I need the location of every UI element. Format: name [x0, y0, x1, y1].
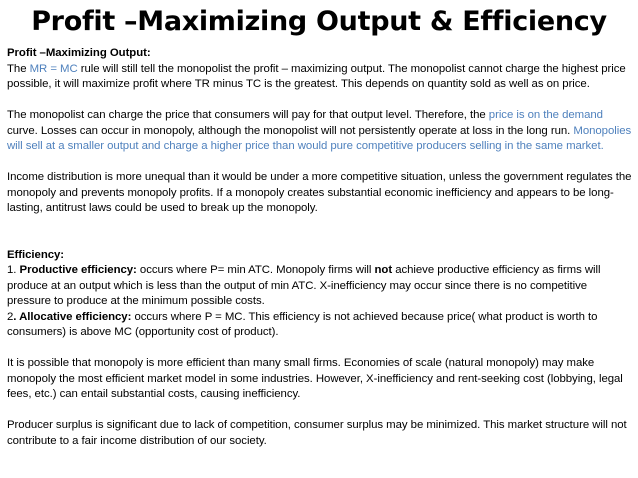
spacer [7, 403, 633, 419]
profit-heading: Profit –Maximizing Output: [7, 47, 151, 59]
productive-efficiency-item: 1. Productive efficiency: occurs where P= min ATC. Monopoly firms will not achieve productive efficiency as firms will produce at an output which is less than the output of min ATC. X-inefficiency may occur since there is no competitive pressure to produce at the minimum possible costs. [7, 264, 601, 307]
demand-curve-highlight: price is on the demand [488, 109, 603, 121]
efficiency-heading: Efficiency: [7, 248, 65, 261]
spacer [7, 217, 633, 248]
efficiency-paragraph-5: Producer surplus is significant due to lack of competition, consumer surplus may be minimized. This market structure will not contribute to a fair income distribution of our society. [7, 419, 627, 447]
allocative-efficiency-item: 2. Allocative efficiency: occurs where P = MC. This efficiency is not achieved because price( what product is worth to consumers) is above MC (opportunity cost of product). [7, 310, 598, 338]
spacer [7, 341, 633, 357]
profit-paragraph-3: Income distribution is more unequal than it would be under a more competitive situation, unless the government regulates the monopoly and prevents monopoly profits. If a monopoly creates substantial economic inefficiency and appears to be long-lasting, antitrust laws could be used to break up the monopoly. [7, 171, 632, 214]
slide-body [7, 46, 633, 449]
spacer [7, 93, 633, 109]
profit-paragraph-1: The MR = MC rule will still tell the monopolist the profit – maximizing output. The monopolist cannot charge the highest price possible, it will maximize profit where TR minus TC is the greatest. This depends on quantity sold as well as on price. [7, 62, 626, 90]
mr-mc-highlight: MR = MC [29, 62, 78, 75]
spacer [7, 155, 633, 171]
efficiency-paragraph-4: It is possible that monopoly is more efficient than many small firms. Economies of scale (natural monopoly) may make monopoly the most efficient market model in some industries. However, X-inefficiency and rent-seeking cost (lobbying, legal fees, etc.) can entail substantial costs, causing inefficiency. [7, 357, 623, 400]
profit-paragraph-2: The monopolist can charge the price that consumers will pay for that output level. Therefore, the price is on the demand curve. Losses can occur in monopoly, although the monopolist will not persistently operate at loss in the long run. Monopolies will sell at a smaller output and charge a higher price than would pure competitive producers selling in the same market. [7, 109, 632, 152]
monopoly-output-highlight: Monopolies will sell at a smaller output and charge a higher price than would pure competitive producers selling in the same market. [7, 124, 632, 152]
slide-title: Profit –Maximizing Output & Efficiency [31, 6, 607, 37]
